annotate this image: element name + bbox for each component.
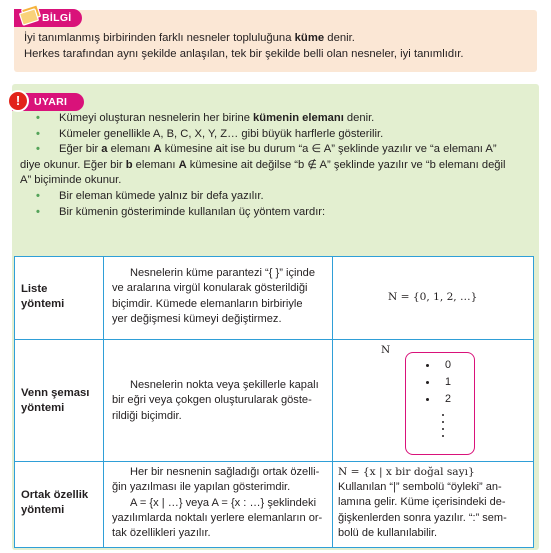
venn-set-label: N	[381, 344, 391, 356]
method-name: yöntemi	[21, 402, 65, 414]
method-name: Ortak özellik	[21, 489, 89, 501]
uyari-label: UYARI	[12, 93, 84, 111]
table-row	[15, 257, 533, 339]
list-example: N = {0, 1, 2, …}	[388, 291, 478, 303]
venn-ellipsis-dot	[442, 414, 444, 416]
venn-ellipsis-dot	[442, 428, 444, 430]
uyari-item: • Bir eleman kümede yalnız bir defa yazılır.	[14, 189, 536, 205]
method-name: Venn şeması	[21, 387, 90, 399]
uyari-item: • Bir kümenin gösteriminde kullanılan üç yöntem vardır:	[14, 205, 536, 221]
set-builder-example: N = {x | x bir doğal sayı} Kullanılan “|” sembolü “öyleki” an- lamına gelir. Küme içerisindeki de- ğişkenlerden sonra yazılır. “:” sem- bolü de kullanılabilir.	[338, 466, 507, 539]
bilgi-line-2: Herkes tarafından aynı şekilde anlaşılan, tek bir şekilde belli olan nesneler, iyi tanımlıdır.	[24, 47, 464, 60]
uyari-list	[14, 111, 536, 220]
venn-element-dot	[426, 398, 429, 401]
method-description: Nesnelerin nokta veya şekillerle kapalı bir eğri veya çokgen oluşturularak göste- rildiği biçimdir.	[112, 379, 319, 422]
venn-element-dot	[426, 364, 429, 367]
uyari-item-continuation: A” biçiminde okunur.	[20, 174, 122, 187]
venn-element: 0	[445, 359, 452, 371]
method-name: yöntemi	[21, 298, 65, 310]
venn-element: 2	[445, 393, 452, 405]
venn-ellipsis-dot	[442, 421, 444, 423]
warning-icon: !	[7, 90, 29, 112]
bilgi-label: BİLGİ	[14, 9, 82, 27]
bullet-icon: •	[36, 189, 40, 202]
method-name: Liste	[21, 283, 48, 295]
bilgi-line-1: İyi tanımlanmış birbirinden farklı nesneler topluluğuna küme denir.	[24, 32, 355, 44]
uyari-item-continuation: diye okunur. Eğer bir b elemanı A kümesine ait değilse “b ∉ A” şeklinde yazılır ve “b elemanı değil	[20, 158, 506, 171]
bullet-icon: •	[36, 205, 40, 218]
venn-element: 1	[445, 376, 452, 388]
bilgi-text	[24, 31, 534, 62]
venn-ellipsis-dot	[442, 435, 444, 437]
method-name: yöntemi	[21, 504, 65, 516]
method-description: Her bir nesnenin sağladığı ortak özelli- ğin yazılması ile yapılan gösterimdir. A = {x | …} veya A = {x : …} şeklindeki yazılımlarda noktalı yerlere elemanların or- tak özellikleri yazılır.	[112, 466, 323, 540]
uyari-item: • Eğer bir a elemanı A kümesine ait ise bu durum “a ∈ A” şeklinde yazılır ve “a elemanı A”	[14, 142, 536, 158]
uyari-item: • Kümeler genellikle A, B, C, X, Y, Z… gibi büyük harflerle gösterilir.	[14, 127, 536, 143]
venn-diagram	[405, 352, 475, 455]
bullet-icon: •	[36, 143, 40, 156]
bullet-icon: •	[36, 127, 40, 140]
venn-element-dot	[426, 381, 429, 384]
book-icon	[18, 4, 42, 26]
method-description: Nesnelerin küme parantezi “{ }” içinde ve aralarına virgül konularak gösterildiği biçimdir. Kümede elemanların birbiriyle yer değişmesi kümeyi değiştirmez.	[112, 267, 315, 325]
bullet-icon: •	[36, 112, 40, 124]
uyari-item: • Kümeyi oluşturan nesnelerin her birine kümenin elemanı denir.	[14, 111, 536, 127]
